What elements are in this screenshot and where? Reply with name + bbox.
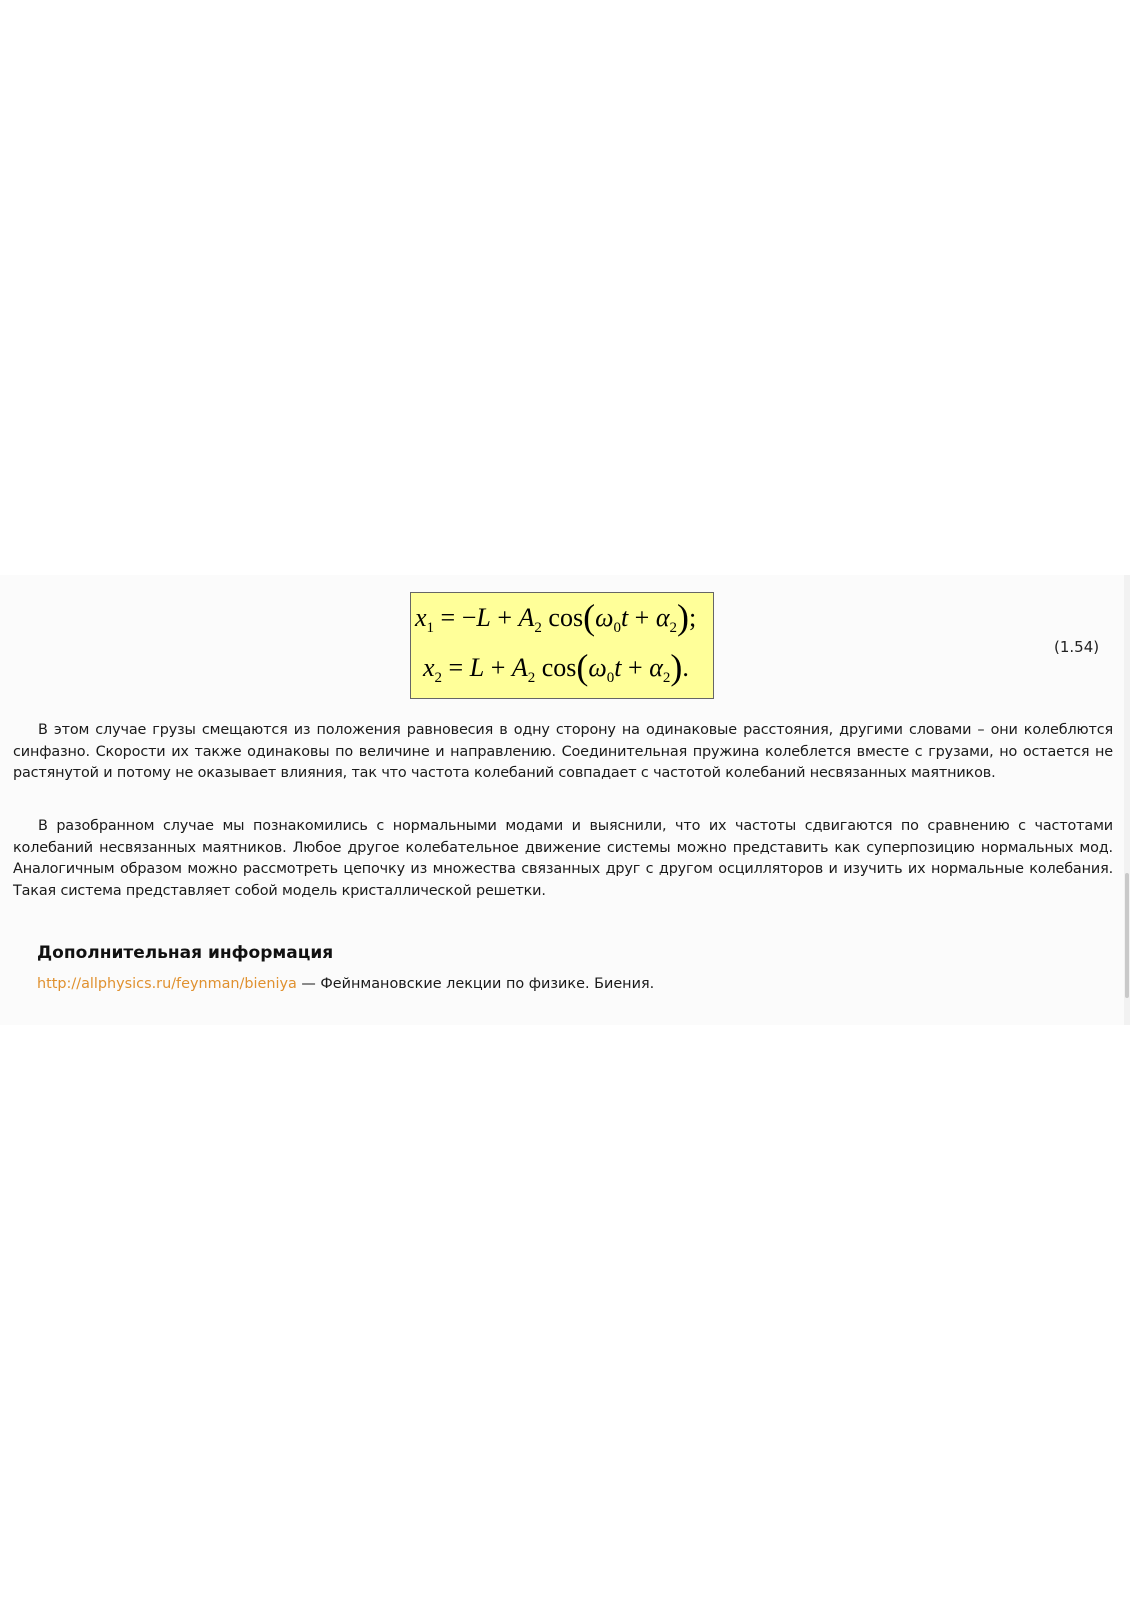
formula-var: A bbox=[518, 603, 535, 632]
formula-operator: + bbox=[484, 653, 512, 682]
formula-paren: ( bbox=[576, 647, 589, 687]
formula-function: cos bbox=[541, 603, 584, 632]
reference-line bbox=[37, 976, 654, 992]
formula-var: α bbox=[655, 603, 670, 632]
formula-var: A bbox=[511, 653, 528, 682]
reference-description: — Фейнмановские лекции по физике. Биения. bbox=[296, 976, 655, 992]
formula-operator: + bbox=[628, 603, 656, 632]
formula-subscript: 2 bbox=[662, 670, 671, 686]
formula-subscript: 2 bbox=[534, 620, 542, 636]
formula-var: ω bbox=[588, 653, 607, 682]
formula-paren: ( bbox=[583, 597, 596, 637]
formula-var: x bbox=[415, 603, 427, 632]
scrollbar-thumb[interactable] bbox=[1125, 873, 1129, 998]
formula-operator: + bbox=[621, 653, 650, 682]
formula-subscript: 2 bbox=[669, 620, 677, 636]
formula-subscript: 2 bbox=[434, 670, 443, 686]
formula-paren: ) bbox=[677, 597, 689, 637]
formula-var: t bbox=[620, 603, 629, 632]
formula-paren: ) bbox=[670, 647, 683, 687]
equation-number: (1.54) bbox=[1054, 638, 1100, 656]
formula-var: ω bbox=[595, 603, 614, 632]
formula-var: t bbox=[614, 653, 622, 682]
formula-var: x bbox=[423, 653, 435, 682]
formula-function: cos bbox=[535, 653, 577, 682]
formula-subscript: 0 bbox=[606, 670, 615, 686]
formula-punctuation: ; bbox=[689, 603, 697, 632]
additional-info-heading: Дополнительная информация bbox=[37, 943, 334, 963]
formula-punctuation: . bbox=[682, 653, 689, 682]
formula-var: L bbox=[476, 603, 491, 632]
formula-var: L bbox=[469, 653, 485, 682]
reference-link[interactable]: http://allphysics.ru/feynman/bieniya bbox=[37, 976, 297, 992]
formula-box bbox=[410, 592, 714, 699]
formula-subscript: 1 bbox=[426, 620, 435, 636]
body-paragraph-2: В разобранном случае мы познакомились с нормальными модами и выяснили, что их частоты сдвигаются по сравнению с частотами колебаний несвязанных маятников. Любое другое колебательное движение системы можно представить как суперпозицию нормальных мод. Аналогичным образом можно рассмотреть цепочку из множества связанных друг с другом осцилляторов и изучить их нормальные колебания. Такая система представляет собой модель кристаллической решетки. bbox=[13, 818, 1113, 899]
formula-subscript: 0 bbox=[613, 620, 621, 636]
formula-operator: + bbox=[490, 603, 519, 632]
formula-line-2 bbox=[411, 647, 725, 687]
formula-var: α bbox=[649, 653, 663, 682]
formula-line-1 bbox=[411, 597, 717, 637]
formula-operator: = − bbox=[434, 603, 477, 632]
body-paragraph-1: В этом случае грузы смещаются из положения равновесия в одну сторону на одинаковые расстояния, другими словами – они колеблются синфазно. Скорости их также одинаковы по величине и направлению. Соединительная пружина колеблется вместе с грузами, но остается не растянутой и потому не оказывает влияния, так что частота колебаний совпадает с частотой колебаний несвязанных маятников. bbox=[13, 722, 1113, 781]
formula-operator: = bbox=[442, 653, 470, 682]
formula-subscript: 2 bbox=[527, 670, 536, 686]
